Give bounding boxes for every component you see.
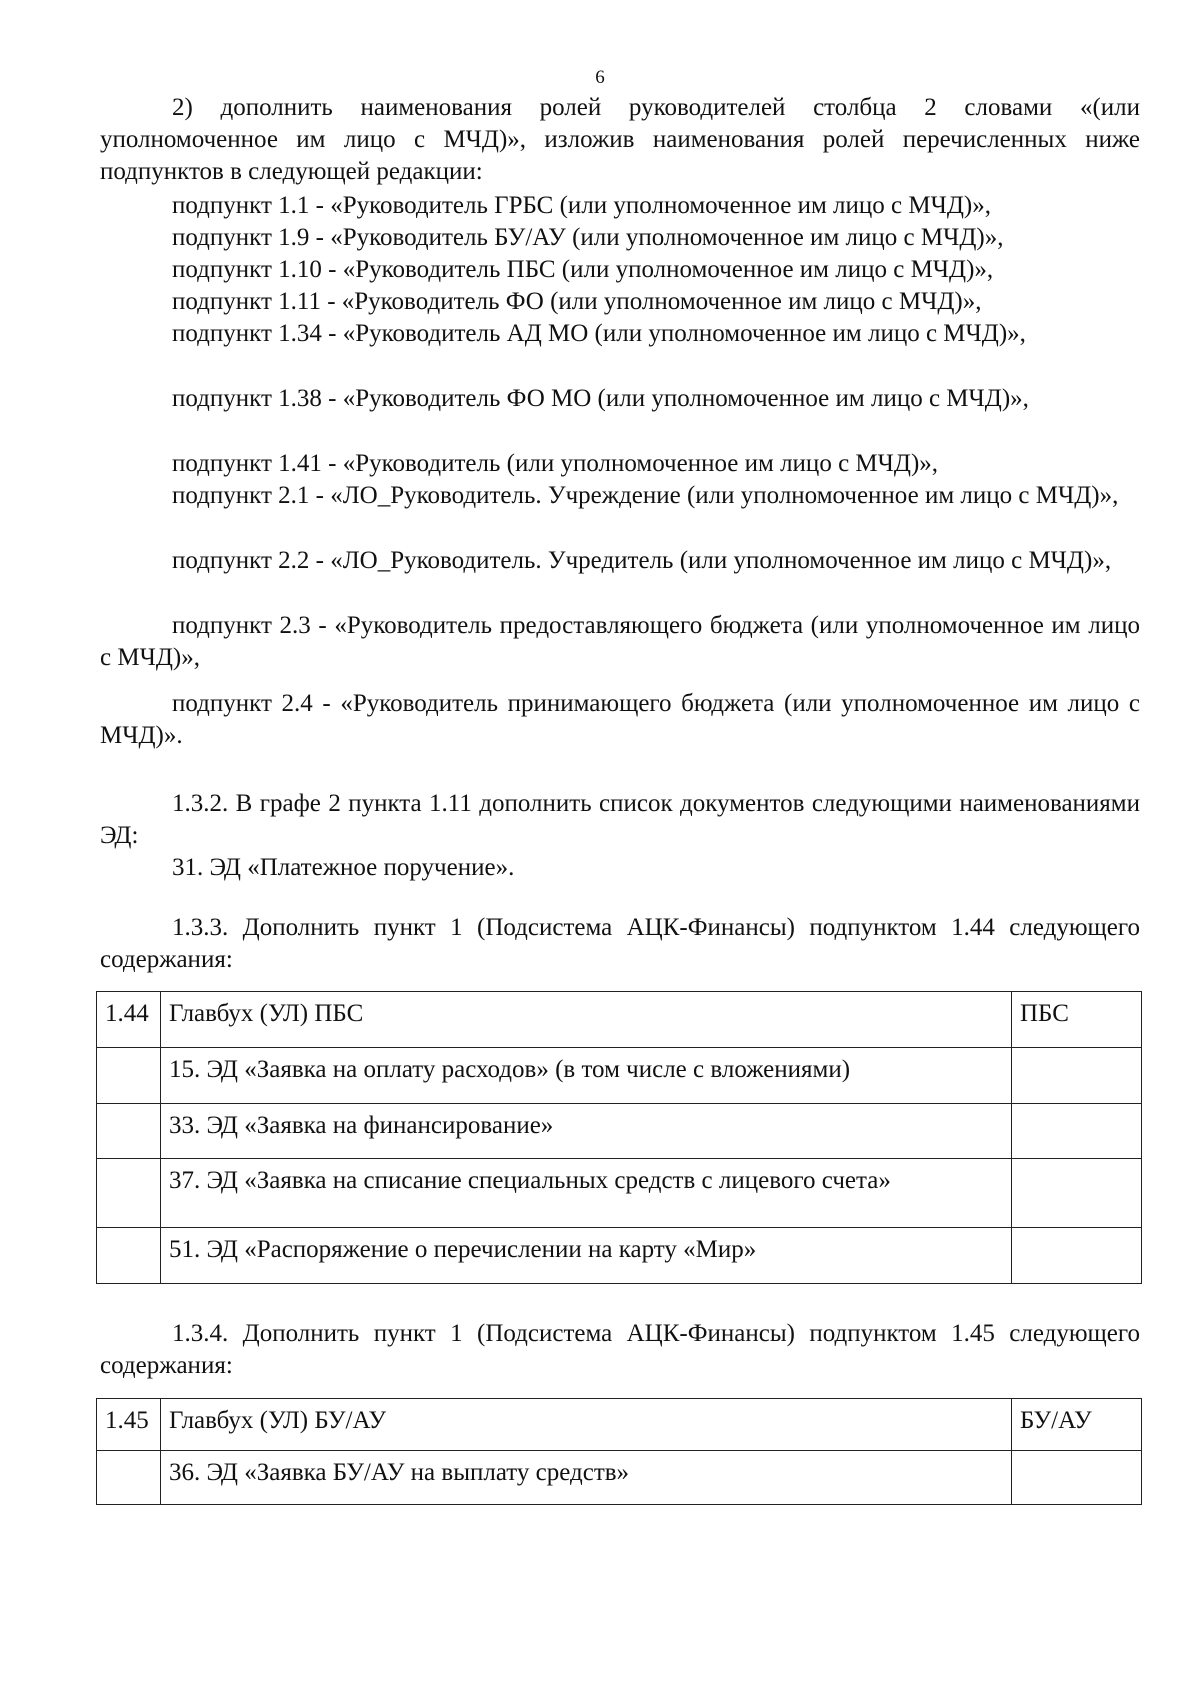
table-cell-doc: 51. ЭД «Распоряжение о перечислении на карту «Мир»: [161, 1228, 1012, 1284]
table-cell-role: Главбух (УЛ) ПБС: [161, 992, 1012, 1048]
table-cell-num: 1.45: [97, 1399, 161, 1451]
table-cell-doc: 36. ЭД «Заявка БУ/АУ на выплату средств»: [161, 1451, 1012, 1505]
section-1-3-4-text: 1.3.4. Дополнить пункт 1 (Подсистема АЦК-Финансы) подпунктом 1.45 следующего содержания:: [100, 1320, 1140, 1379]
table-cell-empty: [97, 1228, 161, 1284]
subitem-2-3: подпункт 2.3 - «Руководитель предоставляющего бюджета (или уполномоченное им лицо с МЧД)»,: [100, 612, 1140, 671]
table-cell-num: 1.44: [97, 992, 161, 1048]
table-row: [97, 1228, 1142, 1284]
subitem-1-1: подпункт 1.1 - «Руководитель ГРБС (или уполномоченное им лицо с МЧД)»,: [172, 192, 991, 219]
table-cell-empty: [1012, 1451, 1142, 1505]
table-row: [97, 1159, 1142, 1228]
page-number: 6: [595, 67, 605, 88]
table-cell-empty: [97, 1104, 161, 1159]
subitem-1-11: подпункт 1.11 - «Руководитель ФО (или уполномоченное им лицо с МЧД)»,: [172, 288, 982, 315]
subitem-2-4: подпункт 2.4 - «Руководитель принимающего бюджета (или уполномоченное им лицо с МЧД)».: [100, 690, 1140, 749]
table-row: [97, 1104, 1142, 1159]
table-cell-empty: [1012, 1159, 1142, 1228]
table-row: [97, 992, 1142, 1048]
table-cell-org: БУ/АУ: [1012, 1399, 1142, 1451]
table-cell-doc: 15. ЭД «Заявка на оплату расходов» (в том числе с вложениями): [161, 1048, 1012, 1104]
table-cell-doc: 37. ЭД «Заявка на списание специальных средств с лицевого счета»: [161, 1159, 1012, 1228]
table-cell-empty: [1012, 1104, 1142, 1159]
table-row: [97, 1399, 1142, 1451]
subitem-1-38: подпункт 1.38 - «Руководитель ФО МО (или уполномоченное им лицо с МЧД)»,: [172, 385, 1029, 412]
table-cell-role: Главбух (УЛ) БУ/АУ: [161, 1399, 1012, 1451]
table-row: [97, 1048, 1142, 1104]
subitem-2-1: подпункт 2.1 - «ЛО_Руководитель. Учреждение (или уполномоченное им лицо с МЧД)»,: [172, 482, 1119, 509]
table-cell-empty: [97, 1048, 161, 1104]
table-cell-empty: [97, 1159, 161, 1228]
table-cell-empty: [1012, 1048, 1142, 1104]
section-1-3-2-text: 1.3.2. В графе 2 пункта 1.11 дополнить список документов следующими наименованиями ЭД:: [100, 790, 1140, 849]
subitem-1-10: подпункт 1.10 - «Руководитель ПБС (или уполномоченное им лицо с МЧД)»,: [172, 256, 994, 283]
table-row: [97, 1451, 1142, 1505]
section-1-3-3-text: 1.3.3. Дополнить пункт 1 (Подсистема АЦК-Финансы) подпунктом 1.44 следующего содержания:: [100, 914, 1140, 973]
table-1-44: [96, 991, 1142, 1284]
table-cell-doc: 33. ЭД «Заявка на финансирование»: [161, 1104, 1012, 1159]
table-cell-empty: [1012, 1228, 1142, 1284]
subitem-1-9: подпункт 1.9 - «Руководитель БУ/АУ (или уполномоченное им лицо с МЧД)»,: [172, 224, 1004, 251]
subitem-1-34: подпункт 1.34 - «Руководитель АД МО (или уполномоченное им лицо с МЧД)»,: [172, 320, 1026, 347]
subitem-2-2: подпункт 2.2 - «ЛО_Руководитель. Учредитель (или уполномоченное им лицо с МЧД)»,: [172, 547, 1112, 574]
table-cell-org: ПБС: [1012, 992, 1142, 1048]
section-1-3-2-item: 31. ЭД «Платежное поручение».: [172, 854, 515, 881]
table-cell-empty: [97, 1451, 161, 1505]
intro-paragraph: 2) дополнить наименования ролей руководителей столбца 2 словами «(или уполномоченное им лицо с МЧД)», изложив наименования ролей перечисленных ниже подпунктов в следующей редакции:: [100, 94, 1140, 185]
subitem-1-41: подпункт 1.41 - «Руководитель (или уполномоченное им лицо с МЧД)»,: [172, 450, 939, 477]
table-1-45: [96, 1398, 1142, 1505]
